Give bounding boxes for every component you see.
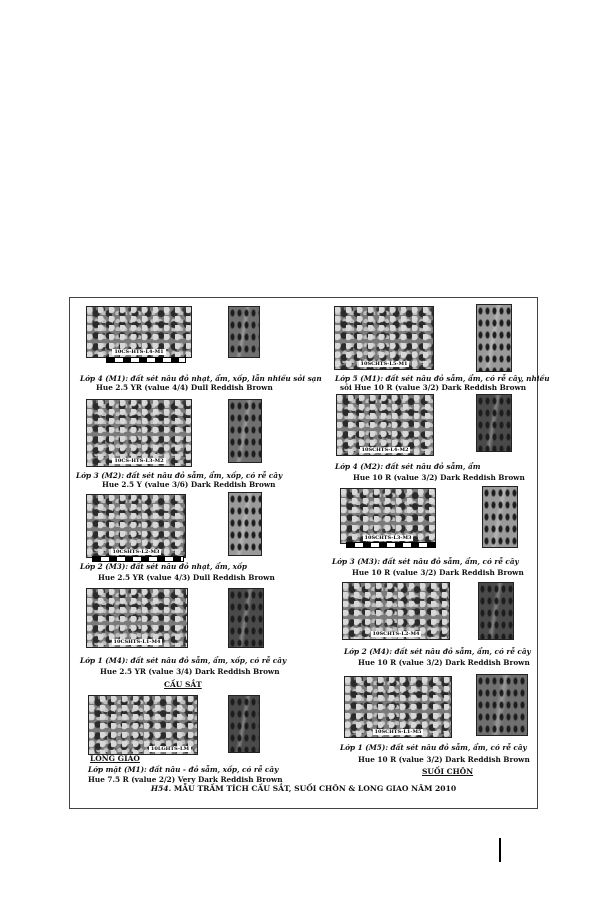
sample-tag: 10SCHTS-L4-M2 [361,447,409,453]
soil-photo [88,695,198,755]
sample-tag: 10CS-HTS-L4-M1 [114,349,164,355]
sample-hue: Hue 2.5 Y (value 3/6) Dark Reddish Brown [102,480,276,489]
sample-hue: Hue 10 R (value 3/2) Dark Reddish Brown [353,473,525,482]
core-photo [476,304,512,372]
soil-photo [86,306,192,358]
soil-photo [340,488,436,544]
sample-caption: Lớp 3 (M3): đất sét nâu đỏ sẫm, ẩm, có rễ cây [332,557,519,566]
sample-hue: Hue 10 R (value 3/2) Dark Reddish Brown [352,568,524,577]
location-label-cau-sat: CẦU SẮT [164,680,202,689]
core-photo [228,306,260,358]
soil-photo [334,306,434,370]
core-photo [476,674,528,736]
sample-caption: Lớp 4 (M1): đất sét nâu đỏ nhạt, ẩm, xốp, lẫn nhiều sỏi sạn [80,374,322,383]
soil-photo [342,582,450,640]
figure-plate [69,297,550,809]
sample-tag: 10CSHTS-L1-M4 [113,639,161,645]
soil-photo [336,394,434,456]
sample-tag: 10LGHTS-LM [150,746,189,752]
sample-tag: 10SCHTS-L3-M3 [364,535,412,541]
sample-hue: Hue 10 R (value 3/2) Dark Reddish Brown [358,755,530,764]
core-photo [476,394,512,452]
sample-caption: Lớp 4 (M2): đất sét nâu đỏ sẫm, ẩm [335,462,481,471]
scale-bar [346,542,436,548]
scale-bar [106,357,186,363]
sample-hue: Hue 7.5 R (value 2/2) Very Dark Reddish Brown [88,775,283,784]
sample-caption: Lớp 1 (M5): đất sét nâu đỏ sẫm, ẩm, có rễ cây [340,743,527,752]
soil-photo [86,494,186,558]
sample-hue: Hue 2.5 YR (value 4/3) Dull Reddish Brown [98,573,275,582]
soil-photo [86,588,188,648]
sample-caption: Lớp 2 (M3): đất sét nâu đỏ nhạt, ẩm, xốp [80,562,247,571]
core-photo [228,399,262,463]
core-photo [482,486,518,548]
sample-tag: 10SCHTS-L1-M5 [374,729,422,735]
sample-hue: Hue 2.5 YR (value 3/4) Dark Reddish Brown [100,667,280,676]
core-photo [228,588,264,648]
sample-tag: 10CS-HTS-L3-M2 [114,458,164,464]
sample-caption: Lớp mặt (M1): đất nâu - đỏ sẫm, xốp, có rễ cây [88,765,279,774]
sample-hue: Hue 10 R (value 3/2) Dark Reddish Brown [358,658,530,667]
soil-photo [86,399,192,467]
figure-title: MẪU TRẦM TÍCH CẦU SẮT, SUỐI CHÔN & LONG GIAO NĂM 2010 [173,784,457,793]
core-photo [478,582,514,640]
sample-tag: 10SCHTS-L5-M1 [360,361,408,367]
sample-tag: 10CSHTS-L2-M3 [112,549,160,555]
sample-tag: 10SCHTS-L2-M4 [372,631,420,637]
page-margin-marker [499,838,501,862]
core-photo [228,695,260,753]
figure-number: H54. [150,784,172,793]
soil-photo [344,676,452,738]
figure-caption [70,784,537,793]
sample-caption: Lớp 5 (M1): đất sét nâu đỏ sẫm, ẩm, có rễ cây, nhiều [335,374,550,383]
sample-hue: sỏi Hue 10 R (value 3/2) Dark Reddish Brown [340,383,527,392]
location-label-suoi-chon: SUỐI CHÔN [422,767,474,776]
sample-caption: Lớp 1 (M4): đất sét nâu đỏ sẫm, ẩm, xốp, có rễ cây [80,656,287,665]
location-label-long-giao: LONG GIAO [90,754,140,763]
sample-caption: Lớp 3 (M2): đất sét nâu đỏ sẫm, ẩm, xốp, có rễ cây [76,471,283,480]
sample-caption: Lớp 2 (M4): đất sét nâu đỏ sẫm, ẩm, có rễ cây [344,647,531,656]
core-photo [228,492,262,556]
sample-hue: Hue 2.5 YR (value 4/4) Dull Reddish Brown [96,383,273,392]
